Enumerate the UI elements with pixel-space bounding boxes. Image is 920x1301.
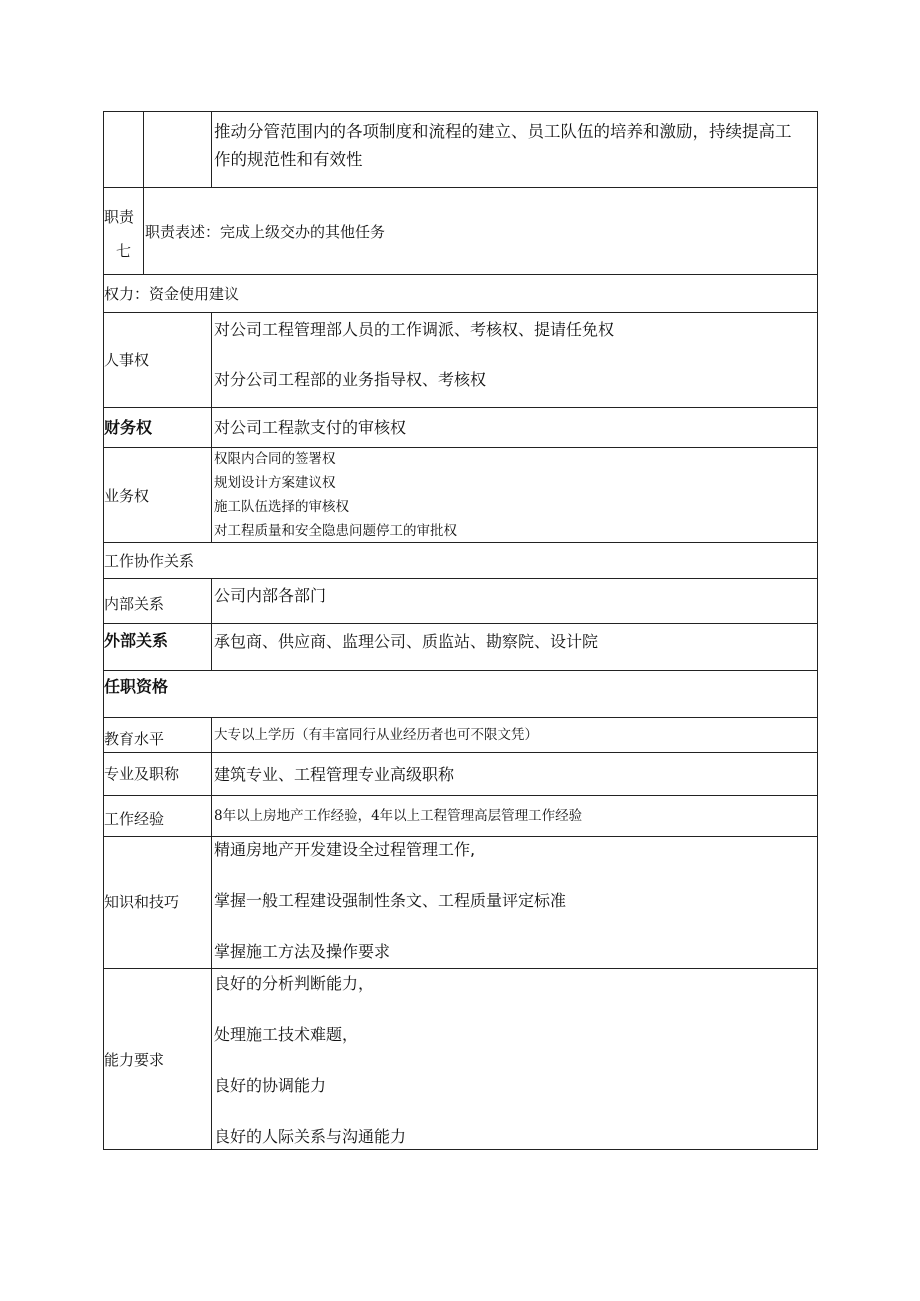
cooperation-title: 工作协作关系 bbox=[104, 552, 195, 570]
ability-item: 良好的分析判断能力， bbox=[214, 974, 375, 993]
major-label: 专业及职称 bbox=[104, 765, 180, 783]
qualification-title: 任职资格 bbox=[104, 677, 169, 696]
duty-seven-label-line1: 职责 bbox=[104, 208, 135, 226]
personnel-item: 对公司工程管理部人员的工作调派、考核权、提请任免权 bbox=[214, 320, 615, 339]
knowledge-item: 精通房地产开发建设全过程管理工作, bbox=[214, 840, 476, 859]
personnel-row bbox=[103, 312, 818, 407]
knowledge-row bbox=[103, 836, 818, 968]
ability-row bbox=[103, 968, 818, 1150]
internal-relation-value: 公司内部各部门 bbox=[214, 586, 327, 605]
business-item: 规划设计方案建议权 bbox=[214, 475, 336, 491]
authority-title-row bbox=[103, 274, 818, 312]
personnel-item: 对分公司工程部的业务指导权、考核权 bbox=[214, 370, 487, 389]
duty-previous-row bbox=[103, 111, 818, 187]
ability-item: 良好的人际关系与沟通能力 bbox=[214, 1127, 407, 1146]
ability-label: 能力要求 bbox=[104, 1051, 165, 1069]
knowledge-item: 掌握施工方法及操作要求 bbox=[214, 942, 391, 961]
business-item: 对工程质量和安全隐患问题停工的审批权 bbox=[214, 523, 457, 539]
business-row bbox=[103, 447, 818, 542]
duty-previous-line2: 作的规范性和有效性 bbox=[214, 150, 363, 169]
cooperation-title-row bbox=[103, 542, 818, 578]
finance-label: 财务权 bbox=[104, 418, 153, 437]
major-row bbox=[103, 752, 818, 795]
external-relation-label: 外部关系 bbox=[104, 631, 169, 650]
internal-relation-label: 内部关系 bbox=[104, 595, 165, 613]
major-value: 建筑专业、工程管理专业高级职称 bbox=[214, 765, 455, 784]
duty-previous-line1: 推动分管范围内的各项制度和流程的建立、员工队伍的培养和激励，持续提高工 bbox=[214, 122, 792, 141]
authority-title: 权力：资金使用建议 bbox=[104, 285, 240, 303]
internal-relation-row bbox=[103, 578, 818, 623]
education-row bbox=[103, 717, 818, 752]
qualification-title-row bbox=[103, 670, 818, 717]
knowledge-item: 掌握一般工程建设强制性条文、工程质量评定标准 bbox=[214, 891, 567, 910]
experience-label: 工作经验 bbox=[104, 810, 165, 828]
ability-item: 处理施工技术难题， bbox=[214, 1025, 359, 1044]
business-label: 业务权 bbox=[104, 487, 150, 505]
experience-value: 8年以上房地产工作经验，4年以上工程管理高层管理工作经验 bbox=[214, 808, 583, 824]
education-label: 教育水平 bbox=[104, 730, 165, 748]
personnel-label: 人事权 bbox=[104, 351, 150, 369]
finance-row bbox=[103, 407, 818, 447]
duty-seven-description: 职责表述：完成上级交办的其他任务 bbox=[145, 223, 386, 241]
duty-seven-row bbox=[103, 187, 818, 274]
duty-seven-label-line2: 七 bbox=[116, 242, 132, 260]
education-value: 大专以上学历（有丰富同行从业经历者也可不限文凭） bbox=[214, 727, 538, 743]
finance-item: 对公司工程款支付的审核权 bbox=[214, 418, 407, 437]
external-relation-row bbox=[103, 623, 818, 670]
external-relation-value: 承包商、供应商、监理公司、质监站、勘察院、设计院 bbox=[214, 632, 599, 651]
business-item: 权限内合同的签署权 bbox=[214, 451, 336, 467]
knowledge-label: 知识和技巧 bbox=[104, 893, 180, 911]
business-item: 施工队伍选择的审核权 bbox=[214, 499, 349, 515]
ability-item: 良好的协调能力 bbox=[214, 1076, 327, 1095]
experience-row bbox=[103, 795, 818, 836]
